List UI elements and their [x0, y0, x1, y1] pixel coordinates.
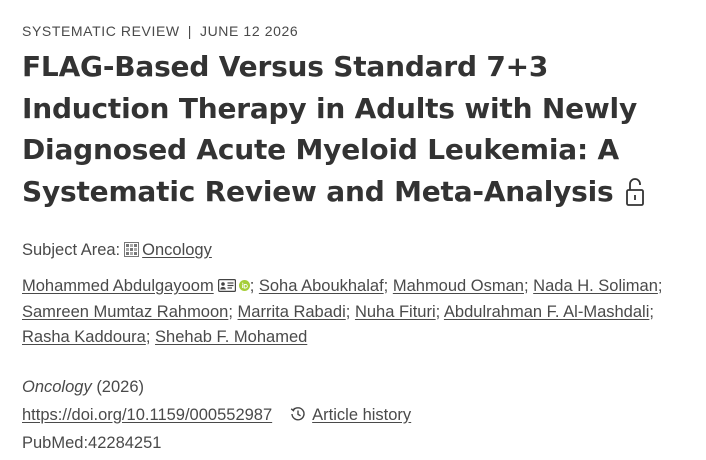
author-link[interactable]: Nuha Fituri [354, 302, 436, 321]
author-link[interactable]: Mahmoud Osman [392, 277, 524, 295]
doi-row [22, 401, 698, 429]
author-link[interactable]: Marrita Rabadi [237, 302, 346, 321]
subject-area-label: Subject Area: [22, 241, 121, 259]
article-title [22, 46, 698, 212]
journal-name: Oncology [22, 377, 92, 396]
meta-separator: | [187, 23, 192, 39]
journal-year: (2026) [96, 377, 145, 396]
article-meta-line [22, 22, 698, 40]
subject-area-link[interactable]: Oncology [142, 241, 212, 259]
article-history-button[interactable] [290, 406, 411, 424]
author-link[interactable]: Rasha Kaddoura [22, 328, 146, 346]
id-card-icon[interactable] [218, 275, 236, 288]
article-header [22, 22, 698, 457]
pubmed-id: PubMed:42284251 [22, 433, 162, 452]
author-link[interactable]: Mohammed Abdulgayoom [22, 277, 214, 295]
subject-area-icon [124, 240, 139, 255]
orcid-icon[interactable] [239, 274, 250, 285]
article-history-link[interactable]: Article history [312, 405, 412, 424]
open-lock-icon [624, 175, 646, 207]
publication-date: JUNE 12 2026 [199, 23, 299, 39]
history-icon [290, 403, 306, 419]
article-title-text: FLAG-Based Versus Standard 7+3 Induction Therapy in Adults with Newly Diagnosed Acute Myeloid Leukemia: A Systematic Review and Meta-Analysis [22, 50, 637, 208]
author-link[interactable]: Soha Aboukhalaf [258, 277, 384, 295]
article-type: SYSTEMATIC REVIEW [22, 23, 180, 39]
author-link[interactable]: Abdulrahman F. Al-Mashdali [443, 302, 650, 321]
author-link[interactable]: Shehab F. Mohamed [155, 328, 308, 346]
journal-citation [22, 373, 698, 401]
doi-link[interactable]: https://doi.org/10.1159/000552987 [22, 405, 273, 424]
subject-area [22, 238, 698, 262]
author-list: Mohammed Abdulgayoom ; Soha Aboukhalaf; Mahmoud Osman; Nada H. Soliman; Samreen Mumtaz Rahmoon; Marrita Rabadi; Nuha Fituri; Abdulrahman F. Al-Mashdali; Rasha Kaddoura; Shehab F. Mohamed [22, 274, 698, 351]
author-link[interactable]: Nada H. Soliman [533, 277, 658, 295]
author-link[interactable]: Samreen Mumtaz Rahmoon [22, 302, 229, 321]
